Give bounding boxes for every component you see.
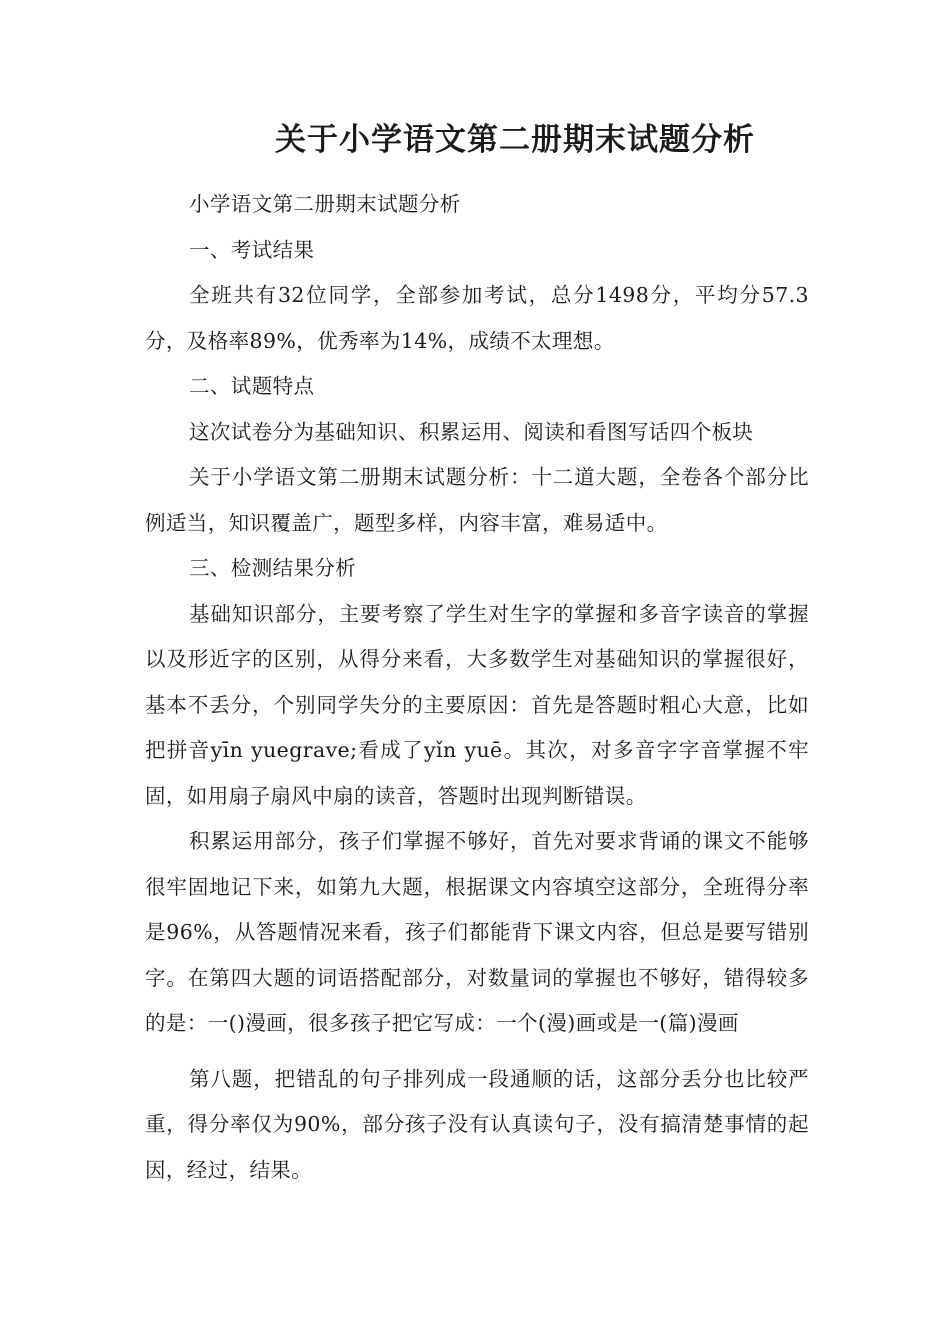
heading-exam-results: 一、考试结果	[189, 237, 315, 262]
paragraph-subtitle: 小学语文第二册期末试题分析	[189, 192, 461, 216]
paragraph-paper-overview: 关于小学语文第二册期末试题分析：十二道大题，全卷各个部分比例适当，知识覆盖广，题型多样，内容丰富，难易适中。	[145, 465, 809, 535]
paragraph-exam-results: 全班共有32位同学，全部参加考试，总分1498分，平均分57.3分，及格率89%，优秀率为14%，成绩不太理想。	[145, 283, 809, 353]
paragraph-accumulation: 积累运用部分，孩子们掌握不够好，首先对要求背诵的课文不能够很牢固地记下来，如第九大题，根据课文内容填空这部分，全班得分率是96%，从答题情况来看，孩子们都能背下课文内容，但总是要写错别字。在第四大题的词语搭配部分，对数量词的掌握也不够好，错得较多的是：一()漫画，很多孩子把它写成：一个(漫)画或是一(篇)漫画	[145, 829, 809, 1035]
document-title: 关于小学语文第二册期末试题分析	[275, 122, 755, 158]
heading-question-features: 二、试题特点	[189, 374, 315, 398]
paragraph-paper-sections: 这次试卷分为基础知识、积累运用、阅读和看图写话四个板块	[189, 419, 754, 444]
document-body	[145, 182, 809, 1193]
heading-result-analysis: 三、检测结果分析	[189, 556, 357, 580]
paragraph-question-eight: 第八题，把错乱的句子排列成一段通顺的话，这部分丢分也比较严重，得分率仅为90%，部分孩子没有认真读句子，没有搞清楚事情的起因，经过，结果。	[145, 1066, 809, 1182]
paragraph-basic-knowledge: 基础知识部分，主要考察了学生对生字的掌握和多音字读音的掌握以及形近字的区别，从得分来看，大多数学生对基础知识的掌握很好，基本不丢分，个别同学失分的主要原因：首先是答题时粗心大意，比如把拼音yīn yuegrave;看成了yǐn yuē。其次，对多音字字音掌握不牢固，如用扇子扇风中扇的读音，答题时出现判断错误。	[145, 601, 809, 808]
